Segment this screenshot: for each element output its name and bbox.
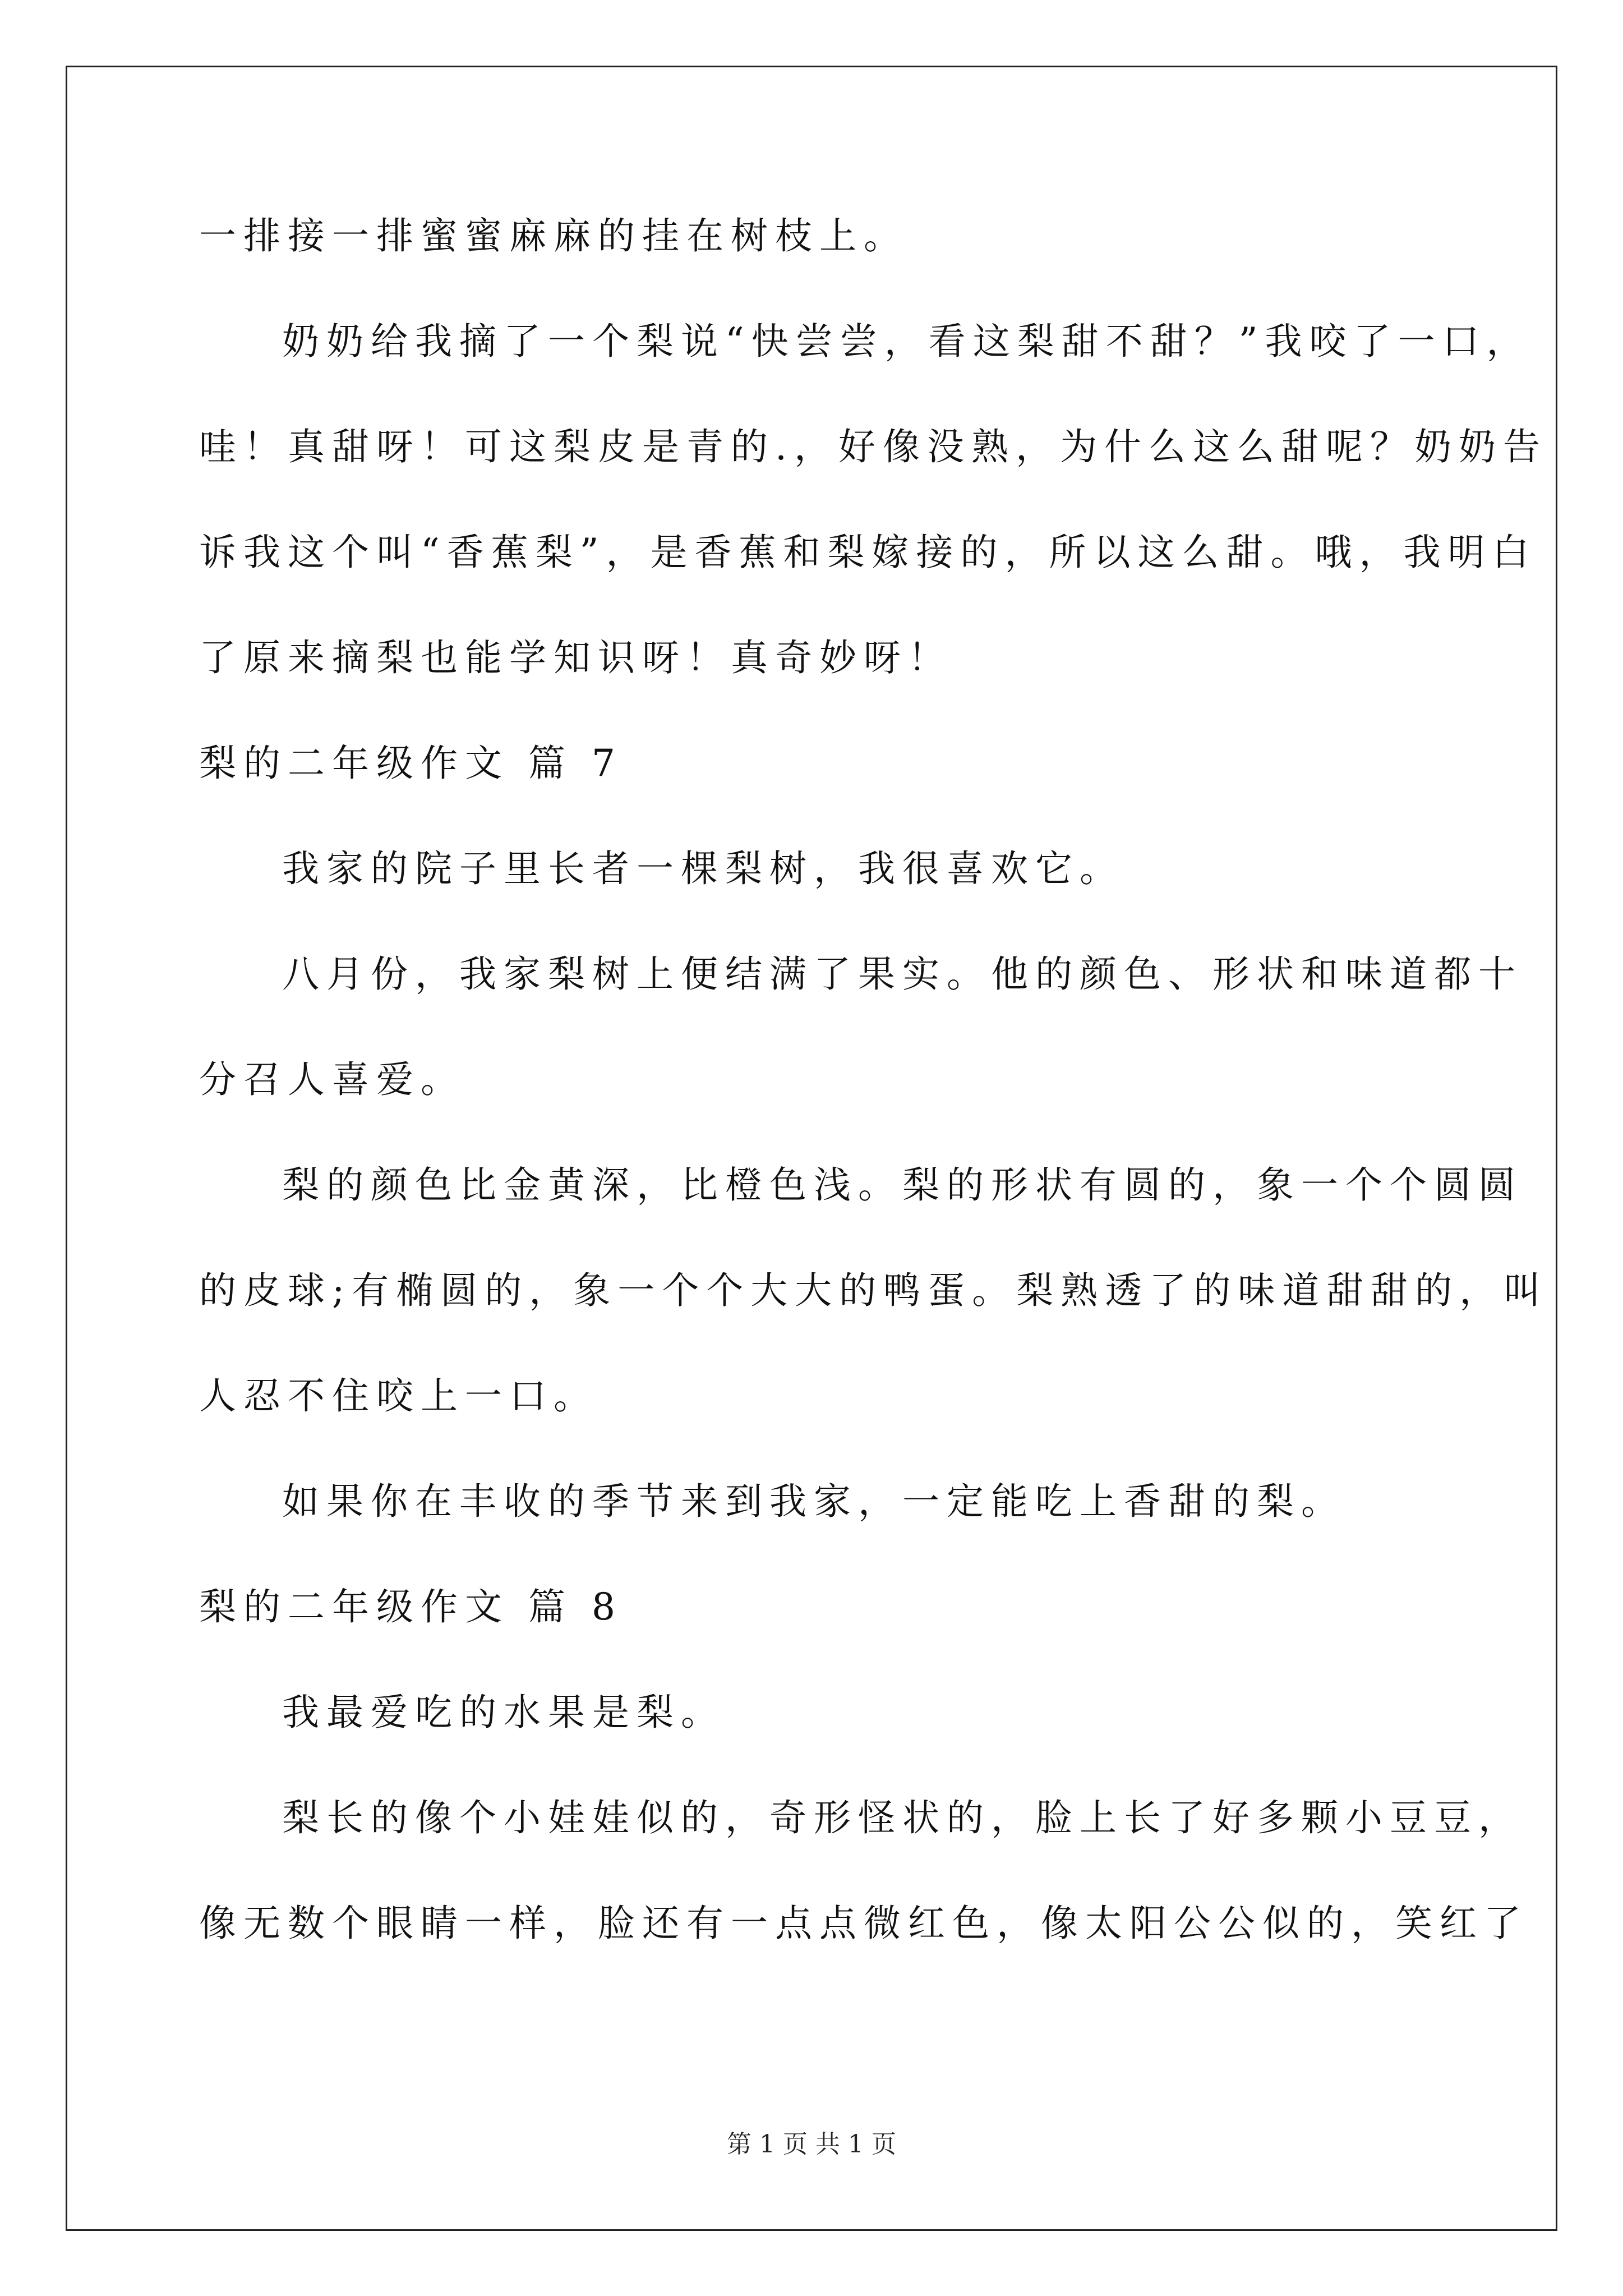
section-heading: 梨的二年级作文 篇 8 — [199, 1585, 623, 1628]
paragraph-line: 奶奶给我摘了一个梨说“快尝尝，看这梨甜不甜？”我咬了一口， — [282, 320, 1531, 363]
paragraph-line: 梨的颜色比金黄深，比橙色浅。梨的形状有圆的，象一个个圆圆 — [282, 1163, 1523, 1207]
paragraph-line: 我家的院子里长者一棵梨树，我很喜欢它。 — [282, 847, 1124, 890]
section-heading: 梨的二年级作文 篇 7 — [199, 742, 623, 785]
paragraph-line: 如果你在丰收的季节来到我家，一定能吃上香甜的梨。 — [282, 1480, 1345, 1523]
paragraph-line: 八月份，我家梨树上便结满了果实。他的颜色、形状和味道都十 — [282, 953, 1523, 996]
paragraph-line: 像无数个眼睛一样，脸还有一点点微红色，像太阳公公似的，笑红了 — [199, 1902, 1528, 1945]
paragraph-line: 的皮球;有椭圆的，象一个个大大的鸭蛋。梨熟透了的味道甜甜的，叫 — [199, 1269, 1548, 1312]
paragraph-line: 一排接一排蜜蜜麻麻的挂在树枝上。 — [199, 214, 908, 257]
paragraph-line: 我最爱吃的水果是梨。 — [282, 1691, 725, 1734]
paragraph-line: 诉我这个叫“香蕉梨”，是香蕉和梨嫁接的，所以这么甜。哦，我明白 — [199, 531, 1537, 574]
paragraph-line: 人忍不住咬上一口。 — [199, 1374, 598, 1418]
paragraph-line: 哇！真甜呀！可这梨皮是青的.，好像没熟，为什么这么甜呢？奶奶告 — [199, 425, 1547, 468]
page-footer: 第 1 页 共 1 页 — [727, 2130, 896, 2159]
paragraph-line: 了原来摘梨也能学知识呀！真奇妙呀！ — [199, 636, 952, 679]
document-body — [199, 210, 1548, 2003]
paragraph-line: 分召人喜爱。 — [199, 1058, 465, 1101]
paragraph-line: 梨长的像个小娃娃似的，奇形怪状的，脸上长了好多颗小豆豆， — [282, 1796, 1523, 1839]
